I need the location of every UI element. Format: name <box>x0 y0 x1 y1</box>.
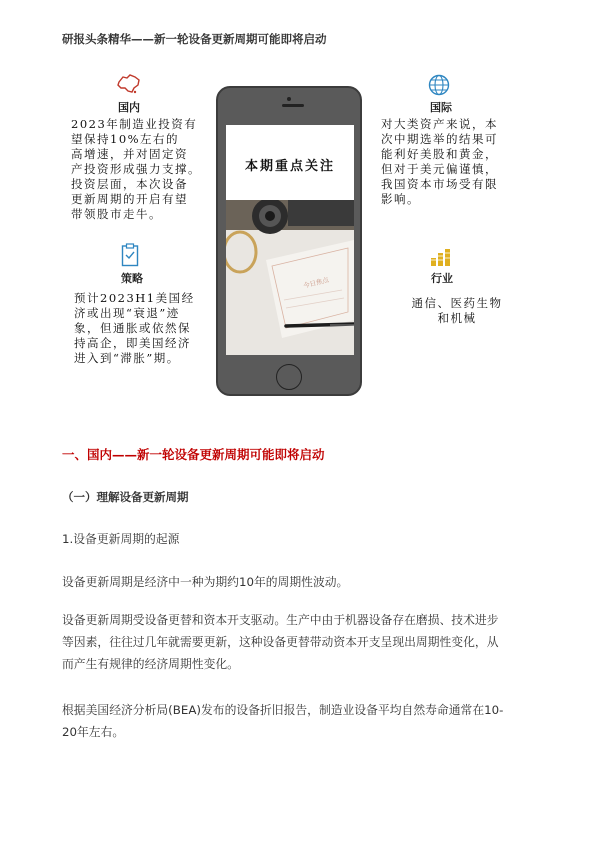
policy-line: 济或出现“衰退”迹 <box>74 306 180 320</box>
industry-text <box>392 296 522 326</box>
paragraph-line: 而产生有规律的经济周期性变化。 <box>62 657 239 671</box>
paragraph-1: 1.设备更新周期的起源 <box>62 532 180 546</box>
domestic-line: 投资层面，本次设备 <box>71 177 188 191</box>
international-line: 能利好美股和黄金， <box>381 147 498 161</box>
section-heading: 一、国内——新一轮设备更新周期可能即将启动 <box>62 447 325 462</box>
paragraph-line: 20年左右。 <box>62 725 125 739</box>
policy-label: 策略 <box>121 272 143 285</box>
note-text: 今日焦点 <box>302 275 330 290</box>
screen-title: 本期重点关注 <box>244 159 335 174</box>
international-text <box>381 117 531 207</box>
domestic-line: 更新周期的开启有望 <box>71 192 188 206</box>
international-label: 国际 <box>430 101 452 114</box>
phone-speaker <box>282 104 304 107</box>
international-line: 对大类资产来说，本 <box>381 117 498 131</box>
policy-line: 持高企，即美国经济 <box>74 336 191 350</box>
international-line: 但对于美元偏谨慎， <box>381 162 498 176</box>
industry-line: 和机械 <box>437 311 477 325</box>
paragraph-line: 设备更新周期受设备更替和资本开支驱动。生产中由于机器设备存在磨损、技术进步 <box>62 613 499 627</box>
policy-line: 进入到“滞胀”期。 <box>74 351 180 365</box>
policy-text <box>74 291 224 366</box>
globe-icon <box>428 74 450 96</box>
paragraph-line: 根据美国经济分析局(BEA)发布的设备折旧报告，制造业设备平均自然寿命通常在10- <box>62 703 504 717</box>
domestic-line: 2023年制造业投资有 <box>71 117 198 131</box>
industry-label: 行业 <box>431 272 453 285</box>
phone-home-button <box>276 364 302 390</box>
china-map-icon <box>116 73 142 95</box>
subsection-heading: （一）理解设备更新周期 <box>62 490 189 504</box>
document-title: 研报头条精华——新一轮设备更新周期可能即将启动 <box>62 32 327 46</box>
paragraph-line: 等因素，往往过几年就需要更新，这种设备更替带动资本开支呈现出周期性变化，从 <box>62 635 499 649</box>
phone-screen <box>226 125 354 355</box>
paragraph-3 <box>62 609 536 675</box>
international-line: 我国资本市场受有限 <box>381 177 498 191</box>
policy-line: 象，但通胀或依然保 <box>74 321 191 335</box>
coins-icon <box>430 248 452 266</box>
industry-line: 通信、医药生物 <box>411 296 503 310</box>
domestic-line: 带领股市走牛。 <box>71 207 162 221</box>
clipboard-icon <box>121 243 139 267</box>
international-line: 影响。 <box>381 192 420 206</box>
paragraph-4 <box>62 699 536 743</box>
international-line: 次中期选举的结果可 <box>381 132 498 146</box>
domestic-line: 高增速，并对固定资 <box>71 147 188 161</box>
policy-line: 预计2023H1美国经 <box>74 291 195 305</box>
domestic-line: 产投资形成强力支撑。 <box>71 162 201 176</box>
paragraph-2: 设备更新周期是经济中一种为期约10年的周期性波动。 <box>62 575 349 589</box>
phone-camera <box>287 97 291 101</box>
domestic-text <box>71 117 221 222</box>
desk-photo <box>226 200 354 355</box>
domestic-label: 国内 <box>118 101 140 114</box>
screen-title-card <box>226 125 354 200</box>
domestic-line: 望保持10%左右的 <box>71 132 180 146</box>
